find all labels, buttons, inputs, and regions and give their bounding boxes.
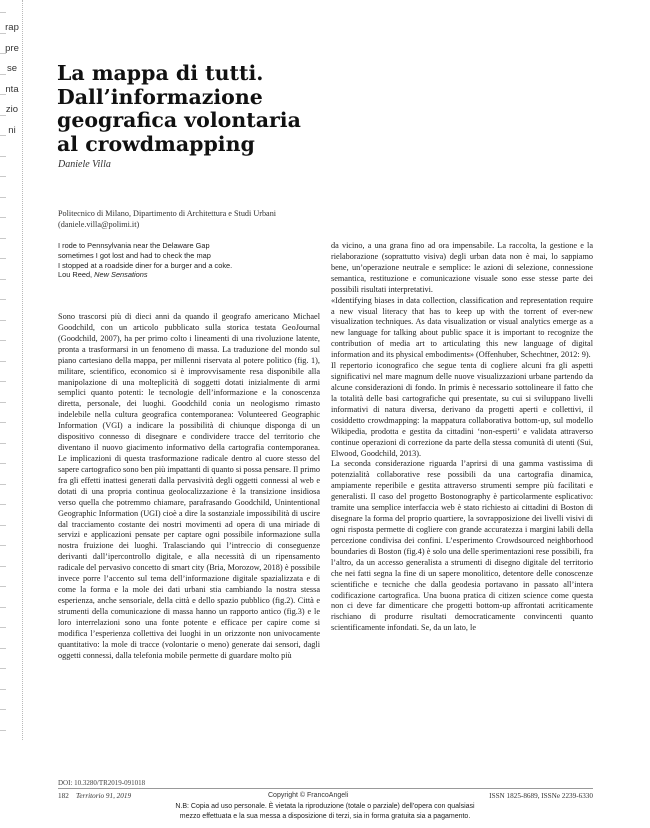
- notice-line: mezzo effettuata e la sua messa a disposizione di terzi, sia in forma gratuita sia a pagamento.: [179, 812, 471, 820]
- body-column-right: [331, 241, 593, 634]
- rail-tick: [0, 463, 6, 464]
- rail-tick: [0, 730, 6, 731]
- epigraph-work: New Sensations: [94, 270, 148, 280]
- rail-tick: [0, 422, 6, 423]
- copyright: Copyright © FrancoAngeli: [268, 792, 349, 799]
- rail-tick: [0, 381, 6, 382]
- rail-tick: [0, 504, 6, 505]
- title-line: La mappa di tutti.: [57, 61, 264, 85]
- article-title: [57, 62, 477, 156]
- author-email[interactable]: (daniele.villa@polimi.it): [58, 220, 140, 229]
- epigraph-line: I rode to Pennsylvania near the Delaware Gap: [58, 241, 210, 250]
- rail-tick: [0, 176, 6, 177]
- page-number: 182: [58, 792, 69, 800]
- rail-tick: [0, 156, 6, 157]
- author-name: Daniele Villa: [58, 159, 111, 170]
- notice-line: N.B: Copia ad uso personale. È vietata la riproduzione (totale o parziale) dell’opera con qualsiasi: [175, 803, 475, 810]
- journal-citation: Territorio 91, 2019: [76, 792, 132, 800]
- rail-tick: [0, 689, 6, 690]
- epigraph-author: Lou Reed,: [58, 270, 95, 280]
- body-paragraph: da vicino, a una grana fino ad ora impensabile. La raccolta, la gestione e la rielaborazione (soprattutto visiva) degli urban data non è mai, lo sappiamo bene, un’operazione neutrale e semplice: le azioni di selezione, connessione semantica, restituzione e comunicazione visuale sono esse stesse parte dei possibili risultati interpretativi.: [331, 241, 593, 294]
- rail-tick: [0, 586, 6, 587]
- rail-tick: [0, 566, 6, 567]
- rail-tick: [0, 238, 6, 239]
- section-label: rappresentazioni: [5, 22, 19, 136]
- body-paragraph: «Identifying biases in data collection, classification and representation require a new visual literacy that has to keep up with the torrent of ever-new visualization techniques. As data visualization or visual analytics emerge as a new language for talking about public space it is important to recognize the contribution of media art to articulating this new language of digital information and its physical embodiments» (Offenhuber, Schechtner, 2012: 9).: [331, 295, 593, 360]
- epigraph-credit: [58, 270, 318, 280]
- rail-tick: [0, 340, 6, 341]
- rail-tick: [0, 299, 6, 300]
- body-paragraph: Sono trascorsi più di dieci anni da quando il geografo americano Michael Goodchild, con un articolo pubblicato sulla storica testata GeoJournal (Goodchild, 2007), ha per primo colto i lineamenti di una rivoluzione latente, pronta a trasformarsi in un fenomeno di massa. La traduzione del mondo sul piano cartesiano della mappa, per millenni riservata al potere politico (fig. 1), militare, scientifico, economico si è improvvisamente resa disponibile alla manipolazione di una molteplicità di soggetti dotati inizialmente di armi semplici quanto potenti: le tecnologie dell’informazione e la conoscenza diretta, personale, dei luoghi. Goodchild conia un neologismo rimasto indelebile nella cultura geografica contemporanea: Volunteered Geographic Information (VGI) a indicare la possibilità di chiunque disponga di un dispositivo connesso di disegnare e condividere tracce del territorio che diventano il nuovo giacimento informativo della cartografia contemporanea. Le implicazioni di questa trasformazione radicale dentro al cuore stesso del sapere cartografico sono ben più impattanti di quanto si possa pensare. Il primo fra gli effetti inattesi generati dalla pervasività degli oggetti connessi al web e dotati di una propria continua geolocalizzazione è la transizione insidiosa verso quella che potremmo chiamare, parafrasando Goodchild, Unintentional Geographic Information (UGI) cioè a dire la sostanziale impossibilità di uscire dal tracciamento costante dei nostri movimenti ad opera di una miriade di servizi e applicazioni pensate per captare ogni possibile informazione sulla nostra fruizione dei luoghi. Tralasciando qui l’intreccio di conseguenze derivanti dall’ipercontrollo digitale, e alla necessità di un ripensamento radicale del pervasivo concetto di smart city (Bria, Morozow, 2018) è possibile invece porre l’accento sul tema dell’informazione digitale spazializzata e di come la forma e la mole dei dati urbani stia cambiando la nostra stessa esperienza, anche sensoriale, della città e dello spazio pubblico (fig.2). Città e strumenti della comunicazione di massa hanno un rapporto antico (fig.3) e le loro interrelazioni sono una fonte potente e efficace per capire come si modifica l’esperienza collettiva dei luoghi in un orizzonte non univocamente quantitativo: la mole di tracce (volontarie o meno) generate dai sensori, dagli oggetti connessi, dalla telefonia mobile permette di guardare molto più: [58, 312, 320, 660]
- rail-tick: [0, 320, 6, 321]
- rail-tick: [0, 279, 6, 280]
- rail-tick: [0, 361, 6, 362]
- rail-tick: [0, 12, 6, 13]
- rail-tick: [0, 443, 6, 444]
- rail-tick: [0, 217, 6, 218]
- doi: DOI: 10.3280/TR2019-091018: [58, 779, 146, 787]
- rail-tick: [0, 258, 6, 259]
- rail-tick: [0, 648, 6, 649]
- rail-tick: [0, 525, 6, 526]
- rail-tick: [0, 484, 6, 485]
- usage-notice: [100, 802, 550, 821]
- body-column-left: [58, 312, 320, 662]
- rail-tick: [0, 402, 6, 403]
- rail-tick: [0, 709, 6, 710]
- affiliation-institution: Politecnico di Milano, Dipartimento di Architettura e Studi Urbani: [58, 209, 277, 218]
- title-line: Dall’informazione: [57, 84, 263, 109]
- epigraph-line: I stopped at a roadside diner for a burger and a coke.: [58, 260, 233, 270]
- title-line: al crowdmapping: [57, 131, 255, 156]
- epigraph-line: sometimes I got lost and had to check the map: [58, 250, 211, 260]
- footer-divider: [58, 788, 593, 789]
- rail-tick: [0, 545, 6, 546]
- affiliation: [58, 208, 358, 230]
- rail-tick: [0, 607, 6, 608]
- title-line: geografica volontaria: [57, 108, 301, 132]
- body-paragraph: La seconda considerazione riguarda l’aprirsi di una gamma vastissima di potenzialità collaborative rese possibili da una cartografia dinamica, ampiamente reperibile e gestita attraverso strumenti sempre più facilitati e generalisti. Il caso del progetto Bostonography è particolarmente esplicativo: tramite una semplice interfaccia web è stato richiesto ai cittadini di Boston di disegnare la forma del proprio quartiere, la sovrapposizione dei livelli visivi di ogni risposta permette di cogliere con grande accuratezza i margini labili della percezione condivisa dei confini. L’esperimento Crowdsourced neighborhood boundaries di Boston (fig.4) è solo una delle sperimentazioni rese possibili, fra l’altro, da un accesso generalista a strumenti di disegno digitale del territorio che nei fatti segna la fine di un sapere monolitico, detentore delle conoscenze scientifiche e tecniche che dalla geodesia portavano in passato all’intera codificazione cartografica. Una buona pratica di citizen science come questa non ci deve far dimenticare che progetti bottom-up affrontati acriticamente rischiano di produrre risultati democraticamente convincenti quanto scientificamente infondati. Se, da un lato, le: [331, 459, 593, 633]
- rail-tick: [0, 627, 6, 628]
- epigraph: [58, 241, 318, 280]
- rail-tick: [0, 668, 6, 669]
- issn: ISSN 1825-8689, ISSNe 2239-6330: [489, 792, 593, 800]
- rail-tick: [0, 197, 6, 198]
- body-paragraph: Il repertorio iconografico che segue tenta di cogliere alcuni fra gli aspetti significativi nel mare magnum delle nuove visualizzazioni urbane partendo da alcune considerazioni di fondo. In primis è necessario sottolineare il fatto che la totalità delle basi cartografiche qui presentate, su cui si sviluppano livelli informativi di natura diversa, derivano da progetti aperti e collettivi, il cosiddetto crowdmapping: la mappatura collaborativa bottom-up, sul modello Wikipedia, prodotta e gestita da cittadini ‘non-esperti’ e validata attraverso continue operazioni di correzione da parte della stessa comunità di utenti (Sui, Elwood, Goodchild, 2013).: [331, 361, 593, 458]
